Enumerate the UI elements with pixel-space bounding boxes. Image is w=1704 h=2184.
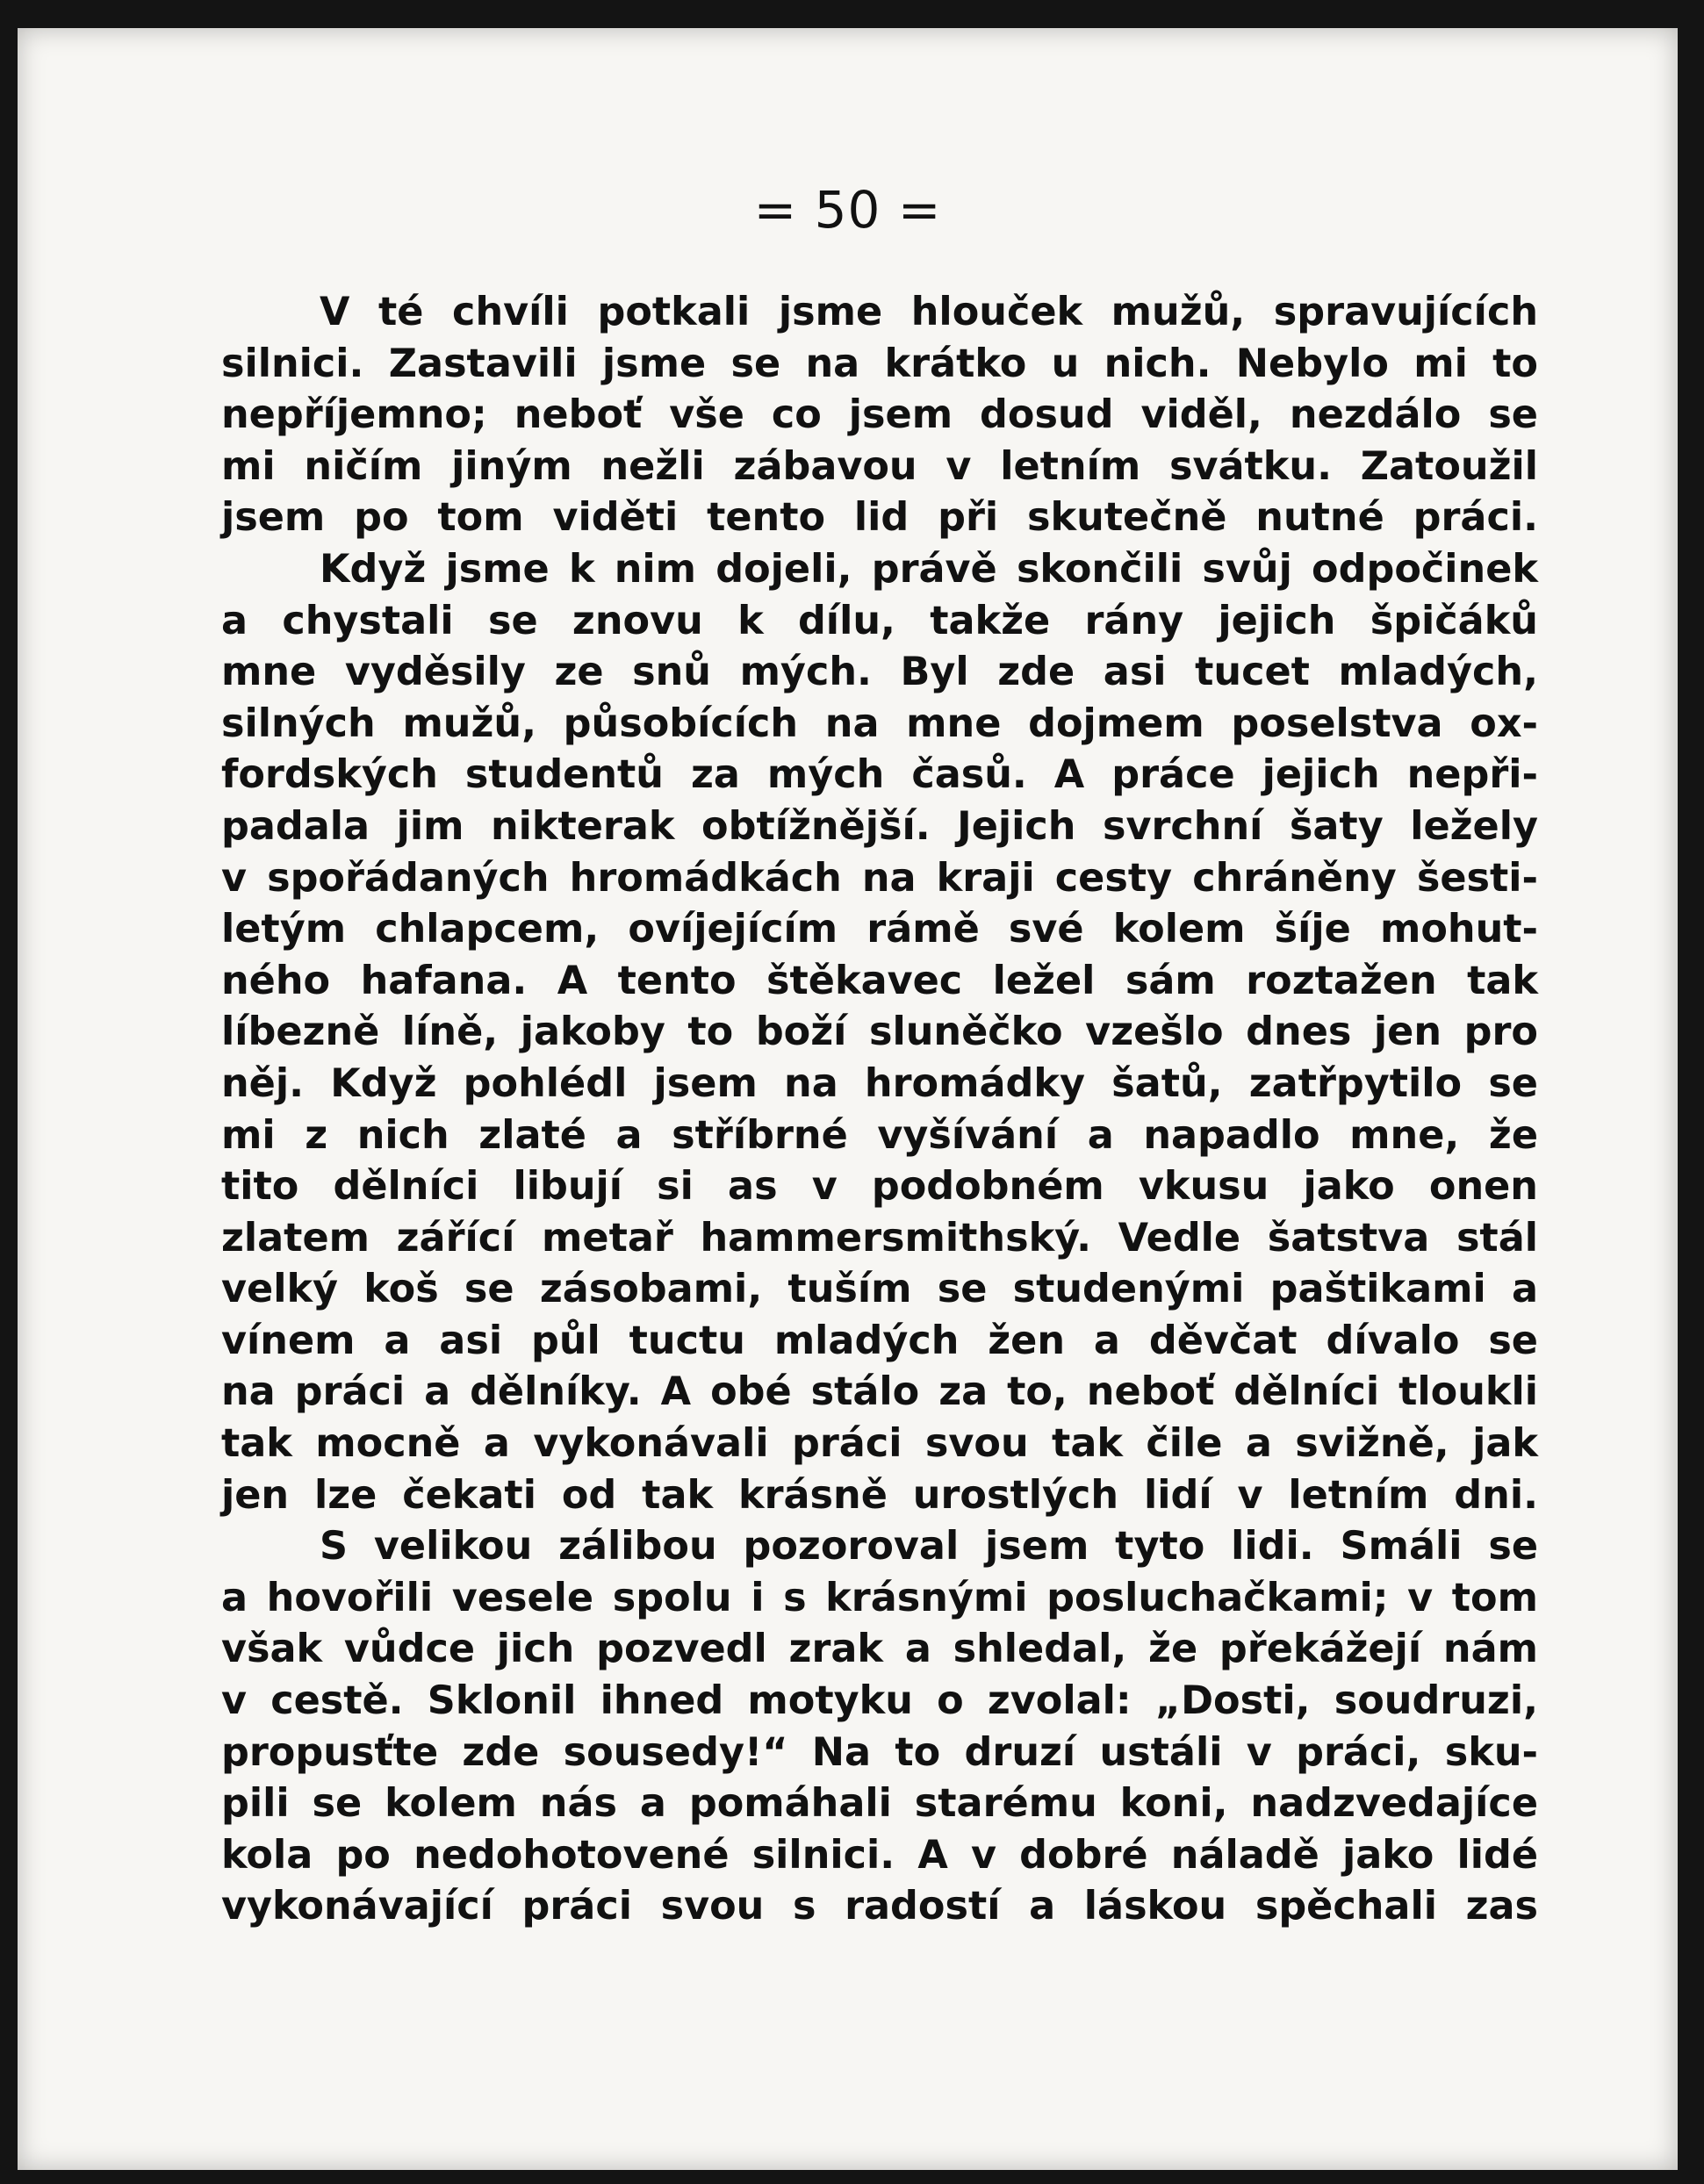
text-line: jsem po tom viděti tento lid při skutečně nutné práci.	[221, 495, 1538, 541]
text-line: ného hafana. A tento štěkavec ležel sám roztažen tak	[221, 958, 1538, 1003]
text-line: Když jsme k nim dojeli, právě skončili svůj odpočinek	[320, 546, 1538, 592]
text-line: tito dělníci libují si as v podobném vkusu jako onen	[221, 1164, 1538, 1210]
text-line: velký koš se zásobami, tuším se studenými paštikami a	[221, 1267, 1538, 1312]
text-line: fordských studentů za mých časů. A práce jejich nepři-	[221, 752, 1538, 798]
text-line: tak mocně a vykonávali práci svou tak čile a svižně, jak	[221, 1421, 1538, 1467]
text-line: S velikou zálibou pozoroval jsem tyto lidi. Smáli se	[320, 1524, 1538, 1570]
text-line: vínem a asi půl tuctu mladých žen a děvčat dívalo se	[221, 1318, 1538, 1363]
page-number: = 50 =	[753, 180, 942, 240]
text-line: však vůdce jich pozvedl zrak a shledal, že překážejí nám	[221, 1627, 1538, 1672]
text-line: nepříjemno; neboť vše co jsem dosud viděl, nezdálo se	[221, 392, 1538, 438]
text-line: v spořádaných hromádkách na kraji cesty chráněny šesti-	[221, 855, 1538, 901]
text-line: a hovořili vesele spolu i s krásnými posluchačkami; v tom	[221, 1575, 1538, 1620]
text-line: mi ničím jiným nežli zábavou v letním svátku. Zatoužil	[221, 443, 1538, 489]
text-line: letým chlapcem, ovíjejícím rámě své kolem šíje mohut-	[221, 907, 1538, 952]
text-line: mi z nich zlaté a stříbrné vyšívání a napadlo mne, že	[221, 1112, 1538, 1158]
text-line: mne vyděsily ze snů mých. Byl zde asi tucet mladých,	[221, 650, 1538, 695]
text-line: líbezně líně, jakoby to boží sluněčko vzešlo dnes jen pro	[221, 1009, 1538, 1055]
text-line: na práci a dělníky. A obé stálo za to, neboť dělníci tloukli	[221, 1369, 1538, 1415]
book-page	[18, 28, 1678, 2170]
text-line: V té chvíli potkali jsme hlouček mužů, spravujících	[320, 290, 1538, 334]
text-line: silných mužů, působících na mne dojmem poselstva ox-	[221, 700, 1538, 746]
text-line: jen lze čekati od tak krásně urostlých lidí v letním dni.	[221, 1472, 1538, 1518]
text-line: propusťte zde sousedy!“ Na to druzí ustáli v práci, sku-	[221, 1729, 1538, 1775]
text-line: kola po nedohotovené silnici. A v dobré náladě jako lidé	[221, 1832, 1538, 1878]
text-line: zlatem zářící metař hammersmithský. Vedle šatstva stál	[221, 1215, 1538, 1261]
body-text	[221, 287, 1538, 1933]
text-line: v cestě. Sklonil ihned motyku o zvolal: „Dosti, soudruzi,	[221, 1678, 1538, 1724]
text-line: pili se kolem nás a pomáhali starému koni, nadzvedajíce	[221, 1781, 1538, 1827]
text-line: silnici. Zastavili jsme se na krátko u nich. Nebylo mi to	[221, 341, 1538, 386]
text-line: padala jim nikterak obtížnější. Jejich svrchní šaty ležely	[221, 803, 1538, 849]
text-line: a chystali se znovu k dílu, takže rány jejich špičáků	[221, 598, 1538, 643]
text-line: něj. Když pohlédl jsem na hromádky šatů, zatřpytilo se	[221, 1060, 1538, 1106]
text-line: vykonávající práci svou s radostí a láskou spěchali zas	[221, 1884, 1538, 1929]
